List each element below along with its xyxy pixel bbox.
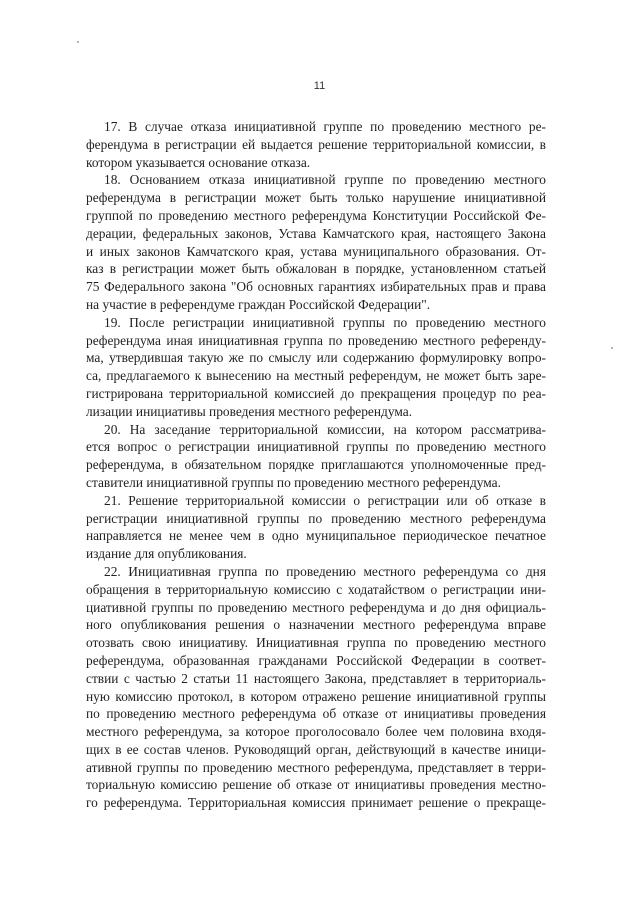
text-line: направляется не менее чем в одно муниципальное периодическое печатное	[86, 528, 546, 544]
text-line: 75 Федерального закона "Об основных гарантиях избирательных прав и права	[86, 279, 546, 295]
text-line: группой по проведению местного референдума Конституции Российской Фе-	[86, 207, 546, 223]
scan-speck	[77, 41, 79, 43]
text-line: 17. В случае отказа инициативной группе по проведению местного ре-	[104, 119, 546, 134]
text-line: го референдума. Территориальная комиссия принимает решение о прекраще-	[86, 795, 546, 811]
text-line: ативной группы по проведению местного референдума, представляет в терри-	[86, 759, 546, 775]
text-line: 20. На заседание территориальной комиссии, на котором рассматрива-	[104, 421, 546, 437]
text-line: са, предлагаемого к вынесению на местный референдум, не может быть заре-	[86, 368, 546, 384]
text-line: по проведению местного референдума об отказе от инициативы проведения	[86, 706, 546, 722]
document-body	[86, 118, 546, 812]
text-line: референдума в регистрации может быть только нарушение инициативной	[86, 190, 546, 206]
text-line: местного референдума, за которое проголосовало более чем половина входя-	[86, 724, 546, 740]
text-line: ма, утвердившая такую же по смыслу или содержанию формулировку вопро-	[86, 350, 546, 366]
text-line: циативной группы по проведению местного референдума и до дня официаль-	[86, 599, 546, 615]
text-line: дерации, федеральных законов, Устава Камчатского края, настоящего Закона	[86, 225, 546, 241]
text-line: каз в регистрации может быть обжалован в порядке, установленном статьей	[86, 261, 546, 277]
text-line: ториальную комиссию решение об отказе от инициативы проведения местно-	[86, 777, 546, 793]
page-number: 11	[313, 80, 326, 92]
text-line: лизации инициативы проведения местного референдума.	[86, 403, 413, 419]
text-line: референдума, образованная гражданами Российской Федерации в соответ-	[86, 652, 546, 668]
text-line: 21. Решение территориальной комиссии о регистрации или об отказе в	[104, 492, 546, 508]
text-line: ного опубликования решения о назначении местного референдума вправе	[86, 617, 546, 633]
text-line: обращения в территориальную комиссию с ходатайством о регистрации ини-	[86, 581, 546, 597]
text-line: отозвать свою инициативу. Инициативная группа по проведению местного	[86, 635, 546, 651]
text-line: ферендума в регистрации ей выдается решение территориальной комиссии, в	[86, 136, 546, 152]
text-line: издание для опубликования.	[86, 546, 247, 562]
text-line: на участие в референдуме граждан Российской Федерации".	[86, 296, 431, 312]
text-line: ную комиссию протокол, в котором отражено решение инициативной группы	[86, 688, 546, 704]
text-line: 19. После регистрации инициативной группы по проведению местного	[104, 314, 546, 330]
scan-speck	[611, 347, 613, 349]
text-line: ствии с частью 2 статьи 11 настоящего Закона, представляет в территориаль-	[86, 670, 546, 686]
text-line: ется вопрос о регистрации инициативной группы по проведению местного	[86, 439, 546, 455]
text-line: котором указывается основание отказа.	[86, 154, 311, 170]
text-line: референдума, в обязательном порядке приглашаются уполномоченные пред-	[86, 457, 546, 473]
text-line: гистрирована территориальной комиссией до прекращения процедур по реа-	[86, 385, 546, 401]
text-line: щих в ее состав членов. Руководящий орган, действующий в качестве иници-	[86, 741, 546, 757]
text-line: 18. Основанием отказа инициативной группе по проведению местного	[104, 172, 546, 188]
text-line: 22. Инициативная группа по проведению местного референдума со дня	[104, 563, 546, 579]
text-line: и иных законов Камчатского края, устава муниципального образования. От-	[86, 243, 546, 259]
text-line: регистрации инициативной группы по проведению местного референдума	[86, 510, 546, 526]
text-line: ставители инициативной группы по проведению местного референдума.	[86, 474, 501, 490]
text-line: референдума иная инициативная группа по проведению местного референду-	[86, 332, 546, 348]
